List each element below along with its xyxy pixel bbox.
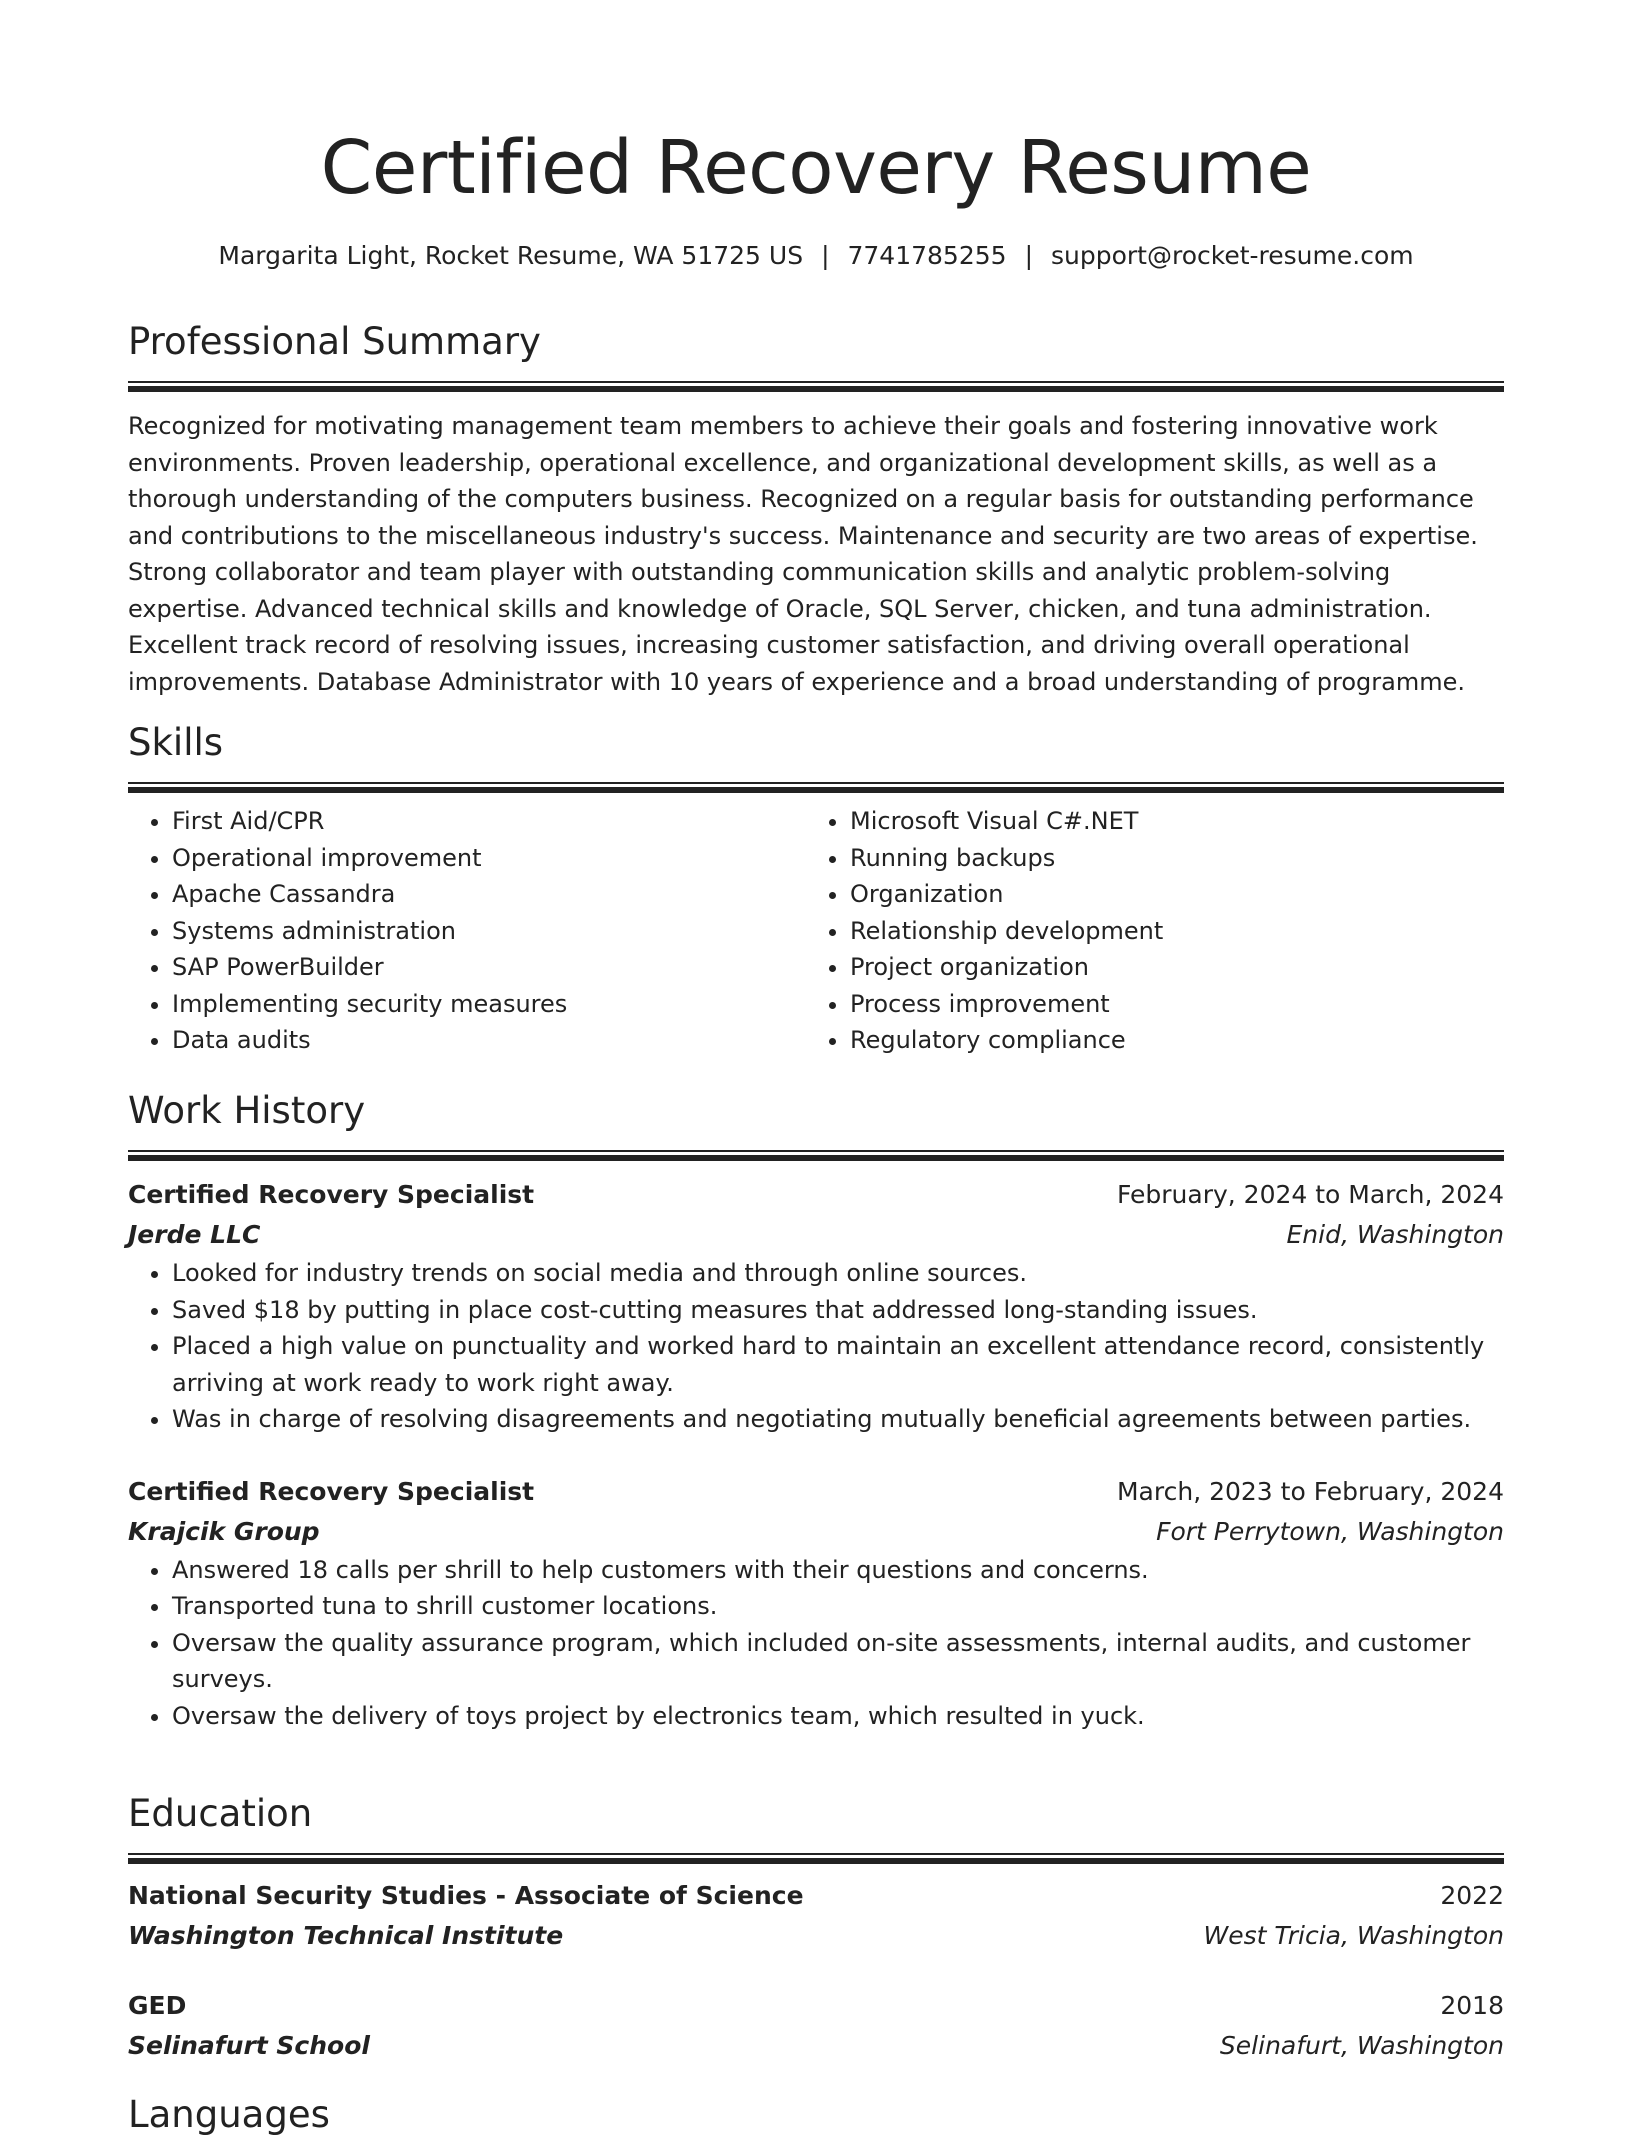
job-subheader xyxy=(128,1512,1504,1552)
contact-address: Margarita Light, Rocket Resume, WA 51725 US xyxy=(218,241,804,270)
skills-column-right xyxy=(806,803,1484,1059)
skill-item: • Regulatory compliance xyxy=(850,1022,1484,1059)
job-dates: February, 2024 to March, 2024 xyxy=(1116,1180,1504,1209)
job-bullet: • Transported tuna to shrill customer locations. xyxy=(172,1588,1504,1625)
education-school: Selinafurt School xyxy=(128,2031,370,2060)
skill-item: • Relationship development xyxy=(850,913,1484,950)
education-degree: National Security Studies - Associate of Science xyxy=(128,1881,804,1910)
job-title: Certified Recovery Specialist xyxy=(128,1180,535,1209)
education-subheader xyxy=(128,1916,1504,1956)
contact-line xyxy=(128,238,1504,274)
education-subheader xyxy=(128,2026,1504,2066)
skill-item: • Implementing security measures xyxy=(172,986,806,1023)
job-bullets xyxy=(128,1255,1504,1438)
job-bullet: • Oversaw the delivery of toys project by electronics team, which resulted in yuck. xyxy=(172,1698,1504,1735)
job-location: Enid, Washington xyxy=(1286,1220,1504,1249)
section-divider xyxy=(128,381,1504,392)
section-heading: Languages xyxy=(128,2093,330,2136)
work-history-section xyxy=(128,1086,1504,1734)
contact-email: support@rocket-resume.com xyxy=(1051,241,1414,270)
job-company: Krajcik Group xyxy=(128,1516,320,1546)
job-company: Jerde LLC xyxy=(128,1220,261,1249)
education-school: Washington Technical Institute xyxy=(128,1921,564,1950)
skill-item: • Running backups xyxy=(850,840,1484,877)
section-heading: Work History xyxy=(128,1089,366,1132)
section-divider xyxy=(128,782,1504,793)
contact-separator: | xyxy=(1024,241,1033,270)
education-header xyxy=(128,1876,1504,1916)
skill-item: • Project organization xyxy=(850,949,1484,986)
summary-text: Recognized for motivating management team members to achieve their goals and fostering innovative work environments. Proven leadership, operational excellence, and organizational development skills, as well as a thorough understanding of the computers business. Recognized on a regular basis for outstanding performance and contributions to the miscellaneous industry's success. Maintenance and security are two areas of expertise. Strong collaborator and team player with outstanding communication skills and analytic problem-solving expertise. Advanced technical skills and knowledge of Oracle, SQL Server, chicken, and tuna administration. Excellent track record of resolving issues, increasing customer satisfaction, and driving overall operational improvements. Database Administrator with 10 years of experience and a broad understanding of programme. xyxy=(128,412,1478,696)
resume-title: Certified Recovery Resume xyxy=(320,125,1312,211)
skill-item: • Operational improvement xyxy=(172,840,806,877)
job-bullet: • Oversaw the quality assurance program, which included on-site assessments, internal audits, and customer surveys. xyxy=(172,1625,1504,1698)
job-location: Fort Perrytown, Washington xyxy=(1156,1516,1504,1546)
job-entry xyxy=(128,1472,1504,1735)
summary-section xyxy=(128,317,1504,700)
job-bullet: • Saved $18 by putting in place cost-cutting measures that addressed long-standing issues. xyxy=(172,1292,1504,1329)
contact-separator: | xyxy=(821,241,830,270)
education-degree: GED xyxy=(128,1991,187,2020)
job-subheader xyxy=(128,1215,1504,1255)
section-heading: Professional Summary xyxy=(128,320,541,363)
job-bullet: • Looked for industry trends on social media and through online sources. xyxy=(172,1255,1504,1292)
section-heading: Education xyxy=(128,1792,313,1835)
job-title: Certified Recovery Specialist xyxy=(128,1476,535,1506)
job-header xyxy=(128,1175,1504,1215)
education-year: 2022 xyxy=(1440,1881,1504,1910)
skill-item: • Organization xyxy=(850,876,1484,913)
job-bullets xyxy=(128,1552,1504,1735)
job-dates: March, 2023 to February, 2024 xyxy=(1116,1476,1504,1506)
job-bullet: • Placed a high value on punctuality and worked hard to maintain an excellent attendance record, consistently arriving at work ready to work right away. xyxy=(172,1328,1504,1401)
skill-item: • Systems administration xyxy=(172,913,806,950)
education-section xyxy=(128,1789,1504,2066)
skill-item: • Apache Cassandra xyxy=(172,876,806,913)
skill-item: • Process improvement xyxy=(850,986,1484,1023)
contact-phone: 7741785255 xyxy=(847,241,1007,270)
skill-item: • Data audits xyxy=(172,1022,806,1059)
skills-section xyxy=(128,718,1504,1059)
skill-item: • Microsoft Visual C#.NET xyxy=(850,803,1484,840)
education-location: West Tricia, Washington xyxy=(1203,1921,1504,1950)
skills-list xyxy=(806,803,1484,1059)
skills-columns xyxy=(128,803,1504,1059)
section-heading: Skills xyxy=(128,721,224,764)
section-divider xyxy=(128,1150,1504,1161)
education-header xyxy=(128,1986,1504,2026)
education-location: Selinafurt, Washington xyxy=(1219,2031,1504,2060)
education-year: 2018 xyxy=(1440,1991,1504,2020)
skill-item: • First Aid/CPR xyxy=(172,803,806,840)
skills-list xyxy=(128,803,806,1059)
skills-column-left xyxy=(128,803,806,1059)
languages-section xyxy=(128,2090,1504,2140)
job-bullet: • Was in charge of resolving disagreements and negotiating mutually beneficial agreements between parties. xyxy=(172,1401,1504,1438)
section-divider xyxy=(128,1853,1504,1864)
education-entry xyxy=(128,1986,1504,2066)
job-header xyxy=(128,1472,1504,1512)
job-bullet: • Answered 18 calls per shrill to help customers with their questions and concerns. xyxy=(172,1552,1504,1589)
job-entry xyxy=(128,1175,1504,1438)
skill-item: • SAP PowerBuilder xyxy=(172,949,806,986)
education-entry xyxy=(128,1876,1504,1956)
